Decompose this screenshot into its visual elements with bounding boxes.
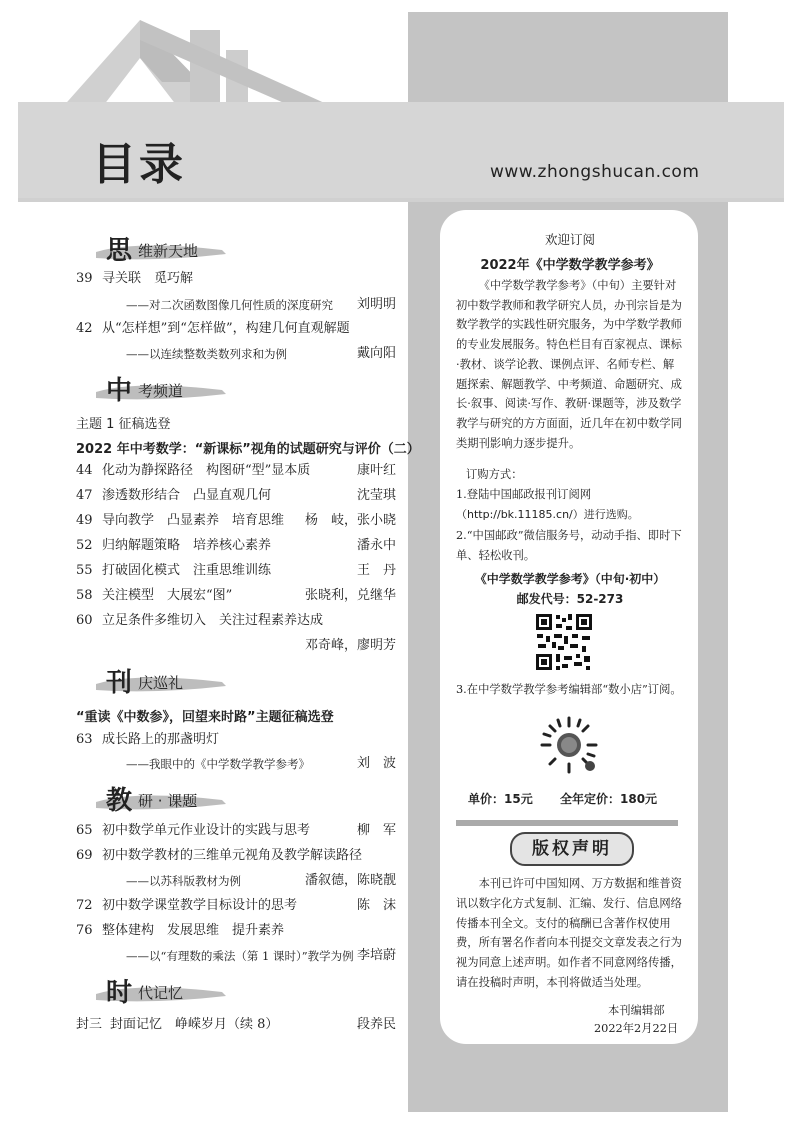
postcode: 邮发代号：52-273 <box>516 592 624 606</box>
welcome-label: 欢迎订阅 <box>544 232 595 247</box>
annual-price: 全年定价：180元 <box>560 792 658 806</box>
section-header-research: 教 研 · 课题 <box>96 782 286 818</box>
journal-title: 2022年《中学数学教学参考》 <box>480 258 660 273</box>
copyright-text: 本刊已许可中国知网、万方数据和维普资讯以数字化方式复制、汇编、发行、信息网络传播本刊全文。支付的稿酬已含著作权使用费，所有署名作者向本刊提交文章发表之行为视为同意上述声明。如作者不同意网络传播，请在投稿时声明，本刊将做适当处理。 <box>456 877 682 989</box>
order-method-1: 1.登陆中国邮政报刊订阅网 <box>456 488 592 501</box>
edition-label: 《中学数学教学参考》（中旬·初中） <box>474 572 666 586</box>
theme-label: 主题 1 征稿选登 <box>76 417 171 432</box>
mini-program-code-icon[interactable] <box>538 714 600 776</box>
journal-intro: 《中学数学教学参考》（中旬）主要针对初中数学教师和教学研究人员，办刊宗旨是为数学教学的实践性研究服务，为中学数学教师的专业发展服务。特色栏目有百家视点、课标·教材、谈学论教、课例点评、名师专栏、解题探索、解题教学、中考频道、命题研究、成长·叙事、阅读·写作、教研·课题等，涉及数学教学与研究的方方面面，近几年在初中数学同类期刊影响力逐步提升。 <box>456 279 682 450</box>
order-method-3: 3.在中学数学教学参考编辑部“数小店”订阅。 <box>456 683 682 696</box>
header-divider <box>18 198 784 202</box>
order-methods-label: 订购方式： <box>466 468 523 481</box>
qr-code-icon[interactable] <box>534 612 594 672</box>
copyright-divider <box>456 820 678 826</box>
website-url[interactable]: www.zhongshucan.com <box>490 162 700 182</box>
theme-title: 2022 年中考数学：“新课标”视角的试题研究与评价（二） <box>76 442 420 457</box>
section-header-anniversary: 刊 庆巡礼 <box>96 664 286 700</box>
order-method-2: 2.“中国邮政”微信服务号，动动手指、即时下单、轻松收刊。 <box>456 529 682 562</box>
roof-truss-decoration <box>40 10 400 110</box>
unit-price: 单价：15元 <box>468 792 533 806</box>
statement-date: 2022年2月22日 <box>594 1022 679 1035</box>
section-header-thinking: 思 维新天地 <box>96 232 286 268</box>
order-link[interactable]: （http://bk.11185.cn/）进行选购。 <box>456 508 639 521</box>
editor-signature: 本刊编辑部 <box>608 1004 665 1017</box>
page-title: 目录 <box>92 139 186 190</box>
theme-title: “重读《中数参》，回望来时路”主题征稿选登 <box>76 710 334 725</box>
section-header-memory: 时 代记忆 <box>96 974 286 1010</box>
copyright-title: 版权声明 <box>510 832 634 866</box>
section-header-exam: 中 考频道 <box>96 372 286 408</box>
